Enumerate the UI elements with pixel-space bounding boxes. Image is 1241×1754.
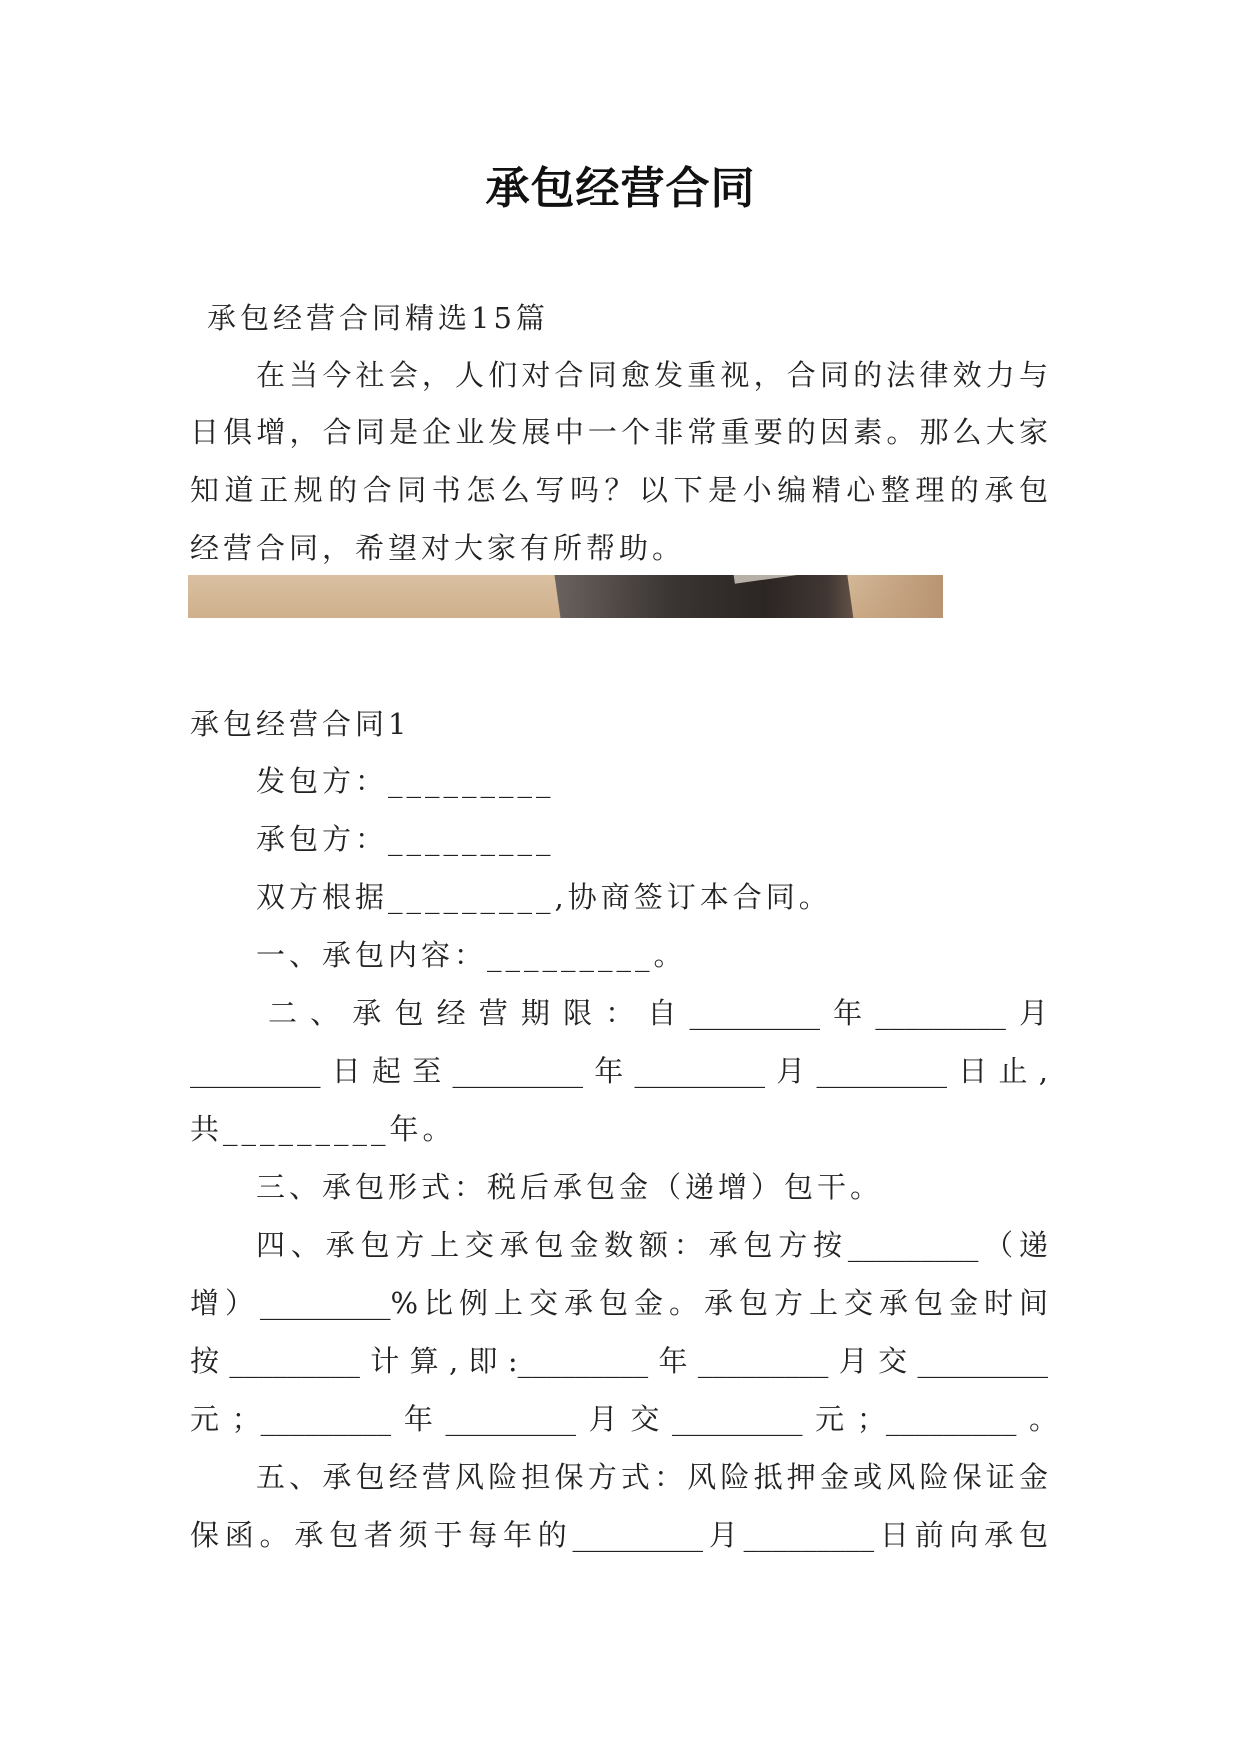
document-title: 承包经营合同 [485,163,756,214]
body-line-10: 增）_________%比例上交承包金。承包方上交承包金时间 [190,1286,1048,1320]
body-line-2: 承包方：_________ [256,822,555,856]
body-line-7: 共_________年。 [190,1112,456,1146]
body-line-13: 五、承包经营风险担保方式：风险抵押金或风险保证金 [256,1460,1048,1494]
intro-line-1: 在当今社会，人们对合同愈发重视，合同的法律效力与 [256,358,1048,392]
intro-line-3: 知道正规的合同书怎么写吗？以下是小编精心整理的承包 [190,473,1048,507]
article-photo [188,575,943,618]
intro-line-4: 经营合同，希望对大家有所帮助。 [190,531,686,565]
body-line-1: 发包方：_________ [256,764,555,798]
body-line-6: _________日起至_________年_________月_________日止, [190,1054,1048,1088]
body-line-12: 元；_________年_________月交_________元；_________。 [190,1402,1058,1436]
body-line-11: 按_________计算,即:_________年_________月交_________ [190,1344,1048,1378]
document-subtitle: 承包经营合同精选15篇 [207,301,549,335]
body-line-5: 二、承包经营期限：自_________年_________月 [268,996,1048,1030]
section-heading: 承包经营合同1 [190,707,411,741]
photo-shade [828,575,943,618]
body-line-4: 一、承包内容：_________。 [256,938,687,972]
body-line-9: 四、承包方上交承包金数额：承包方按_________（递 [256,1228,1048,1262]
intro-line-2: 日俱增，合同是企业发展中一个非常重要的因素。那么大家 [190,415,1048,449]
body-line-14: 保函。承包者须于每年的_________月_________日前向承包 [190,1518,1048,1552]
body-line-3: 双方根据_________,协商签订本合同。 [256,880,832,914]
photo-object [552,575,854,618]
body-line-8: 三、承包形式：税后承包金（递增）包干。 [256,1170,884,1204]
